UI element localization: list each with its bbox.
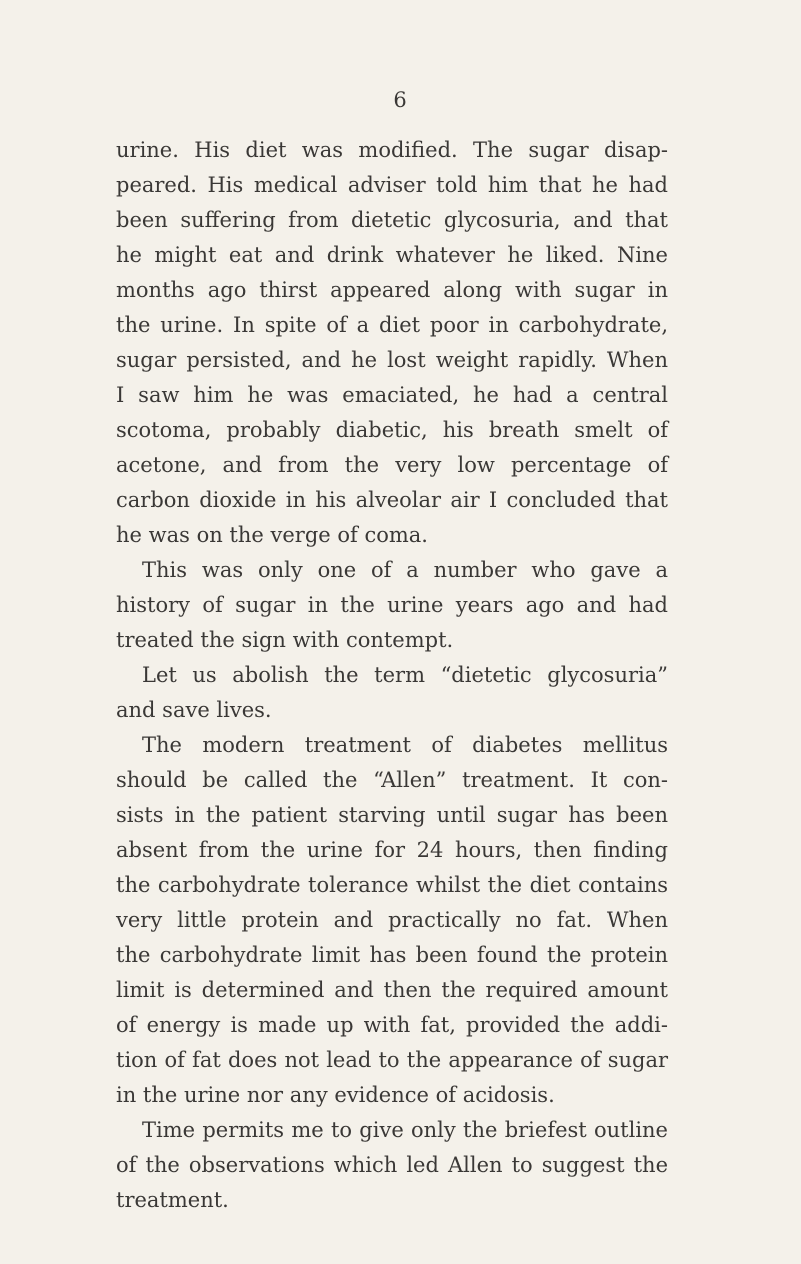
text-line: The modern treatment of diabetes mellitus — [142, 733, 668, 757]
body-text — [116, 133, 668, 1218]
text-line: very little protein and practically no fat. When — [116, 908, 668, 932]
text-line: This was only one of a number who gave a — [142, 558, 668, 582]
text-line: tion of fat does not lead to the appearance of sugar — [116, 1048, 668, 1072]
text-line: carbon dioxide in his alveolar air I concluded that — [116, 488, 668, 512]
text-line: the carbohydrate limit has been found the protein — [116, 943, 668, 967]
text-line: of the observations which led Allen to suggest the — [116, 1153, 668, 1177]
text-line: limit is determined and then the required amount — [116, 978, 668, 1002]
paragraph-3 — [116, 658, 668, 728]
text-line: should be called the “Allen” treatment. It con- — [116, 768, 668, 792]
text-line: he was on the verge of coma. — [116, 523, 428, 547]
page-number: 6 — [393, 88, 408, 112]
text-line: acetone, and from the very low percentage of — [116, 453, 668, 477]
text-line: absent from the urine for 24 hours, then finding — [116, 838, 668, 862]
text-line: I saw him he was emaciated, he had a central — [116, 383, 668, 407]
text-line: treated the sign with contempt. — [116, 628, 454, 652]
text-line: Time permits me to give only the briefest outline — [142, 1118, 668, 1142]
text-line: sugar persisted, and he lost weight rapidly. When — [116, 348, 668, 372]
text-line: urine. His diet was modified. The sugar disap- — [116, 138, 668, 162]
text-line: sists in the patient starving until sugar has been — [116, 803, 668, 827]
text-line: treatment. — [116, 1188, 229, 1212]
text-line: Let us abolish the term “dietetic glycosuria” — [142, 663, 668, 687]
paragraph-1 — [116, 133, 668, 553]
text-line: been suffering from dietetic glycosuria, and that — [116, 208, 668, 232]
text-line: he might eat and drink whatever he liked. Nine — [116, 243, 668, 267]
text-line: the urine. In spite of a diet poor in carbohydrate, — [116, 313, 668, 337]
text-line: the carbohydrate tolerance whilst the diet contains — [116, 873, 668, 897]
text-line: of energy is made up with fat, provided the addi- — [116, 1013, 668, 1037]
paragraph-5 — [116, 1113, 668, 1218]
text-line: and save lives. — [116, 698, 272, 722]
paragraph-4 — [116, 728, 668, 1113]
paragraph-2 — [116, 553, 668, 658]
text-line: history of sugar in the urine years ago and had — [116, 593, 668, 617]
text-line: scotoma, probably diabetic, his breath smelt of — [116, 418, 668, 442]
text-line: months ago thirst appeared along with sugar in — [116, 278, 668, 302]
text-line: peared. His medical adviser told him that he had — [116, 173, 668, 197]
text-line: in the urine nor any evidence of acidosis. — [116, 1083, 555, 1107]
